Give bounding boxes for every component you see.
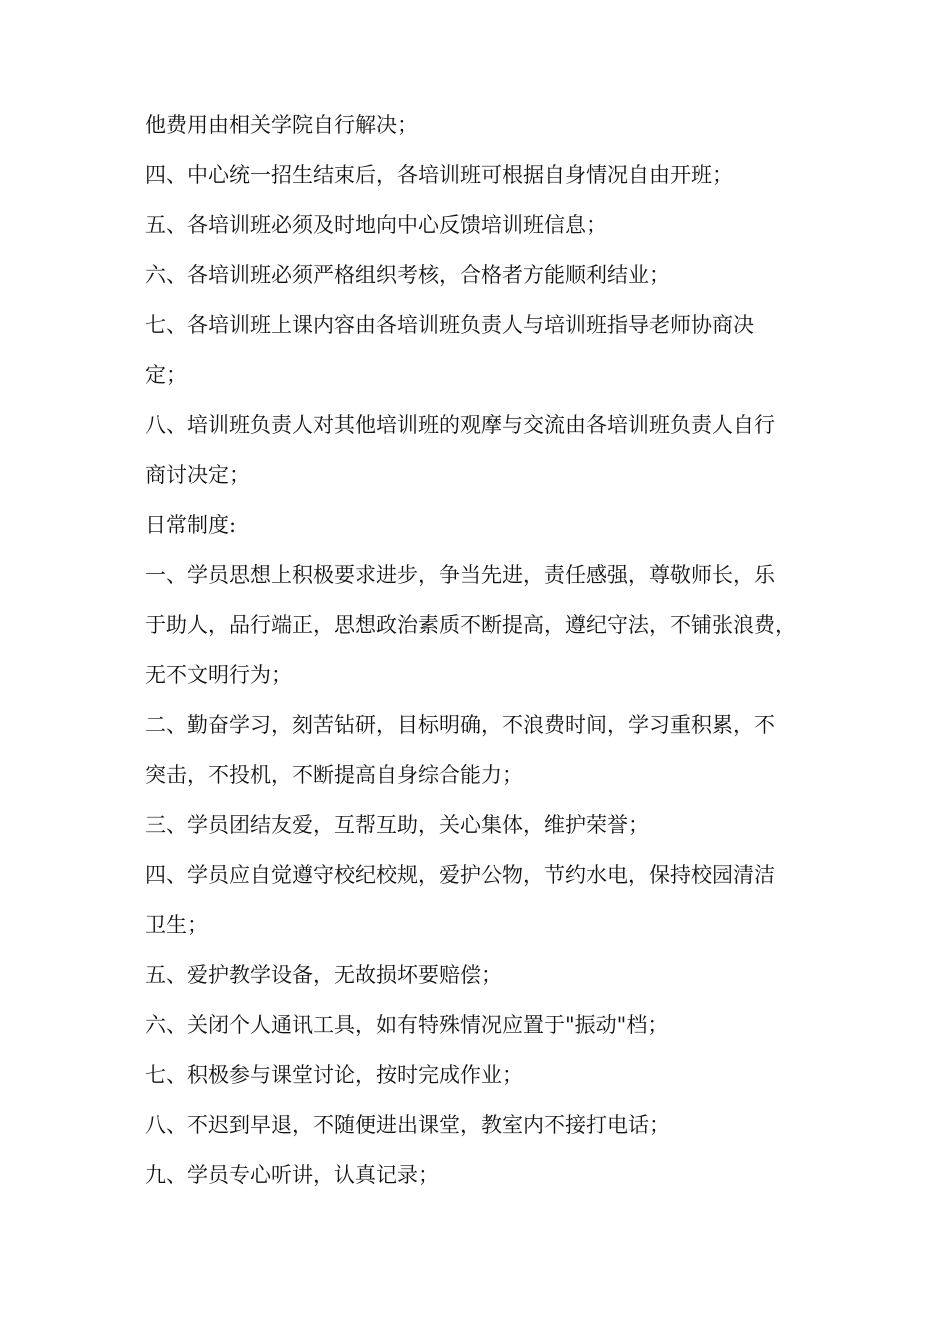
text-line: 六、各培训班必须严格组织考核，合格者方能顺利结业； <box>145 263 670 287</box>
text-line: 于助人，品行端正，思想政治素质不断提高，遵纪守法，不铺张浪费， <box>145 613 796 637</box>
text-line: 八、培训班负责人对其他培训班的观摩与交流由各培训班负责人自行 <box>145 413 775 437</box>
text-line: 四、中心统一招生结束后，各培训班可根据自身情况自由开班； <box>145 163 733 187</box>
text-line: 七、积极参与课堂讨论，按时完成作业； <box>145 1063 523 1087</box>
section-heading: 日常制度: <box>145 513 237 537</box>
text-line: 六、关闭个人通讯工具，如有特殊情况应置于"振动"档； <box>145 1013 669 1037</box>
text-line: 三、学员团结友爱，互帮互助，关心集体，维护荣誉； <box>145 813 649 837</box>
text-line: 五、各培训班必须及时地向中心反馈培训班信息； <box>145 213 607 237</box>
text-line: 定； <box>145 363 187 387</box>
text-line: 卫生； <box>145 913 208 937</box>
text-line: 一、学员思想上积极要求进步，争当先进，责任感强，尊敬师长，乐 <box>145 563 775 587</box>
text-line: 无不文明行为； <box>145 663 292 687</box>
text-line: 八、不迟到早退，不随便进出课堂，教室内不接打电话； <box>145 1113 670 1137</box>
text-line: 突击，不投机，不断提高自身综合能力； <box>145 763 523 787</box>
text-line: 九、学员专心听讲，认真记录； <box>145 1163 439 1187</box>
text-line: 七、各培训班上课内容由各培训班负责人与培训班指导老师协商决 <box>145 313 754 337</box>
document-body <box>145 100 825 1200</box>
text-line: 他费用由相关学院自行解决； <box>145 113 418 137</box>
text-line: 商讨决定； <box>145 463 250 487</box>
text-line: 二、勤奋学习，刻苦钻研，目标明确，不浪费时间，学习重积累，不 <box>145 713 775 737</box>
text-line: 五、爱护教学设备，无故损坏要赔偿； <box>145 963 502 987</box>
text-line: 四、学员应自觉遵守校纪校规，爱护公物，节约水电，保持校园清洁 <box>145 863 775 887</box>
